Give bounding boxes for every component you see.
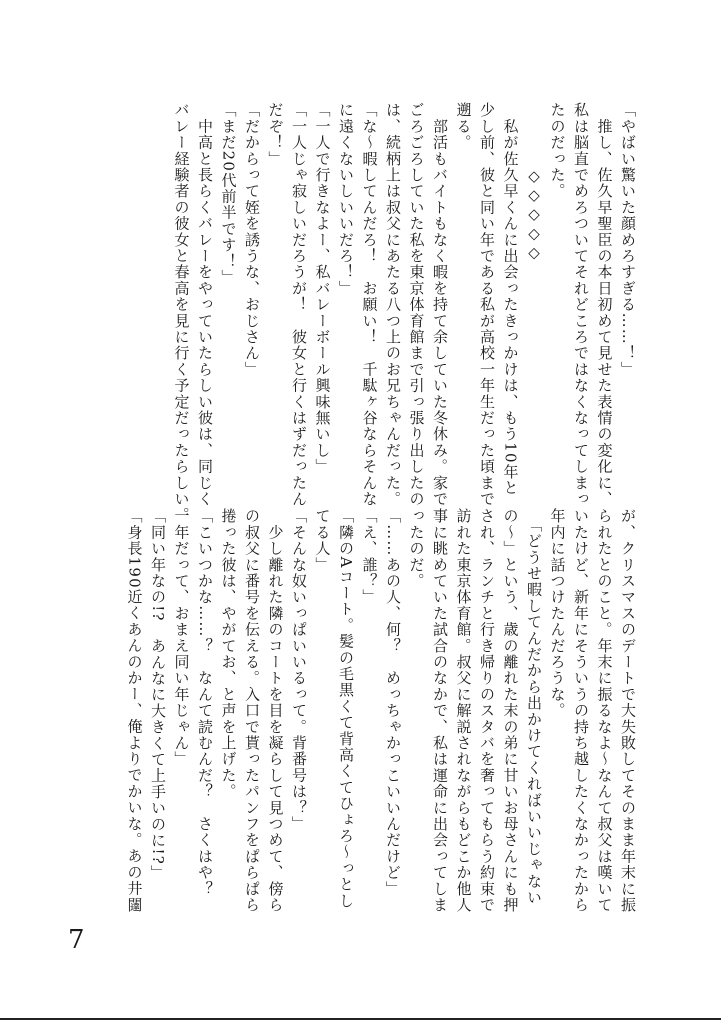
text-line: 一年だって、おまえ同い年じゃん」 <box>172 508 191 768</box>
text-line: 年内に話つけたんだろうな。 <box>548 508 567 719</box>
text-line: 少し離れた隣のコートを目を凝らして見つめて、傍ら <box>266 508 285 913</box>
text-line: 中高と長らくバレーをやっていたらしい彼は、同じく <box>196 102 214 507</box>
text-line: 「え、誰？」 <box>360 508 379 606</box>
text-line: 捲った彼は、やがてお、と声を上げた。 <box>219 508 238 800</box>
text-line: の～」という、歳の離れた末の弟に甘いお母さんにも押 <box>501 508 520 913</box>
text-line: 「な～暇してんだろ！ お願い！ 千駄ヶ谷ならそんな <box>360 102 379 507</box>
text-line: いたけど、新年にそういうの持ち越したくなかったから <box>572 508 590 913</box>
text-line: に遠くないしいいだろ！」 <box>337 102 355 297</box>
text-block-bottom <box>122 508 639 913</box>
text-line: が、クリスマスのデートで大失敗してそのまま年末に振 <box>619 508 637 913</box>
page-number: 7 <box>68 925 85 955</box>
text-line: ごろごろしていた私を東京体育館まで引っ張り出したの <box>407 102 426 507</box>
text-line: 訪れた東京体育館。叔父に解説されながらもどこか他人 <box>454 508 473 913</box>
text-line: の叔父に番号を伝える。入口で貰ったパンフをぱらぱら <box>243 508 261 913</box>
text-line: 遡る。 <box>454 102 473 151</box>
text-line: され、ランチと行き帰りのスタバを奢ってもらう約束で <box>478 508 496 913</box>
text-line: てる人」 <box>313 508 332 573</box>
section-divider: ◇◇◇◇◇ <box>525 102 543 263</box>
text-line: 「どうせ暇してんだから出かけてくればいいじゃない <box>525 508 543 906</box>
text-line: 「やばい驚いた顔めろすぎる……！」 <box>619 102 637 378</box>
text-line: ったのだ。 <box>407 508 426 589</box>
text-line: バレー経験者の彼女と春高を見に行く予定だったらしい。 <box>172 102 191 524</box>
text-line: 少し前、彼と同い年である私が高校一年生だった頃まで <box>478 102 496 507</box>
text-line: 部活もバイトもなく暇を持て余していた冬休み。家で <box>431 102 449 507</box>
text-line: 「一人じゃ寂しいだろうが！ 彼女と行くはずだったん <box>290 102 308 507</box>
text-line: 「隣のAコート。髪の毛黒くて背高くてひょろ～っとし <box>337 508 355 909</box>
text-line: たのだった。 <box>548 102 567 200</box>
text-block-top <box>169 102 639 524</box>
text-line: 私が佐久早くんに出会ったきっかけは、もう10年と <box>501 102 520 497</box>
text-line: 「……あの人、何？ めっちゃかっこいいんだけど」 <box>384 508 402 897</box>
text-line: だぞ！」 <box>266 102 285 167</box>
text-line: 「そんな奴いっぱいいるって。背番号は？」 <box>290 508 308 832</box>
text-line: 「まだ20代前半です！」 <box>219 102 238 286</box>
text-line: 「同い年なの!? あんなに大きくて上手いのに!?」 <box>149 508 167 882</box>
text-line: 「身長190近くあんのかー、俺よりでかいな。あの井闥 <box>125 508 144 913</box>
text-line: られたとのこと。年末に振るなよ～なんて叔父は嘆いて <box>595 508 614 913</box>
text-line: 推し、佐久早聖臣の本日初めて見せた表情の変化に、 <box>595 102 614 507</box>
text-line: 事に眺めていた試合のなかで、私は運命に出会ってしま <box>431 508 449 913</box>
bottom-rule <box>0 1018 721 1020</box>
text-line: 私は脳直でめろついてそれどころではなくなってしまっ <box>572 102 590 507</box>
text-line: 「こいつかな……？ なんて読むんだ？ さくはや？ <box>196 508 214 897</box>
text-line: 「一人で行きなよー、私バレーボール興味無いし」 <box>313 102 332 475</box>
text-line: 「だからって姪を誘うな、おじさん」 <box>243 102 261 378</box>
text-line: は、続柄上は叔父にあたる八つ上のお兄ちゃんだった。 <box>384 102 402 507</box>
